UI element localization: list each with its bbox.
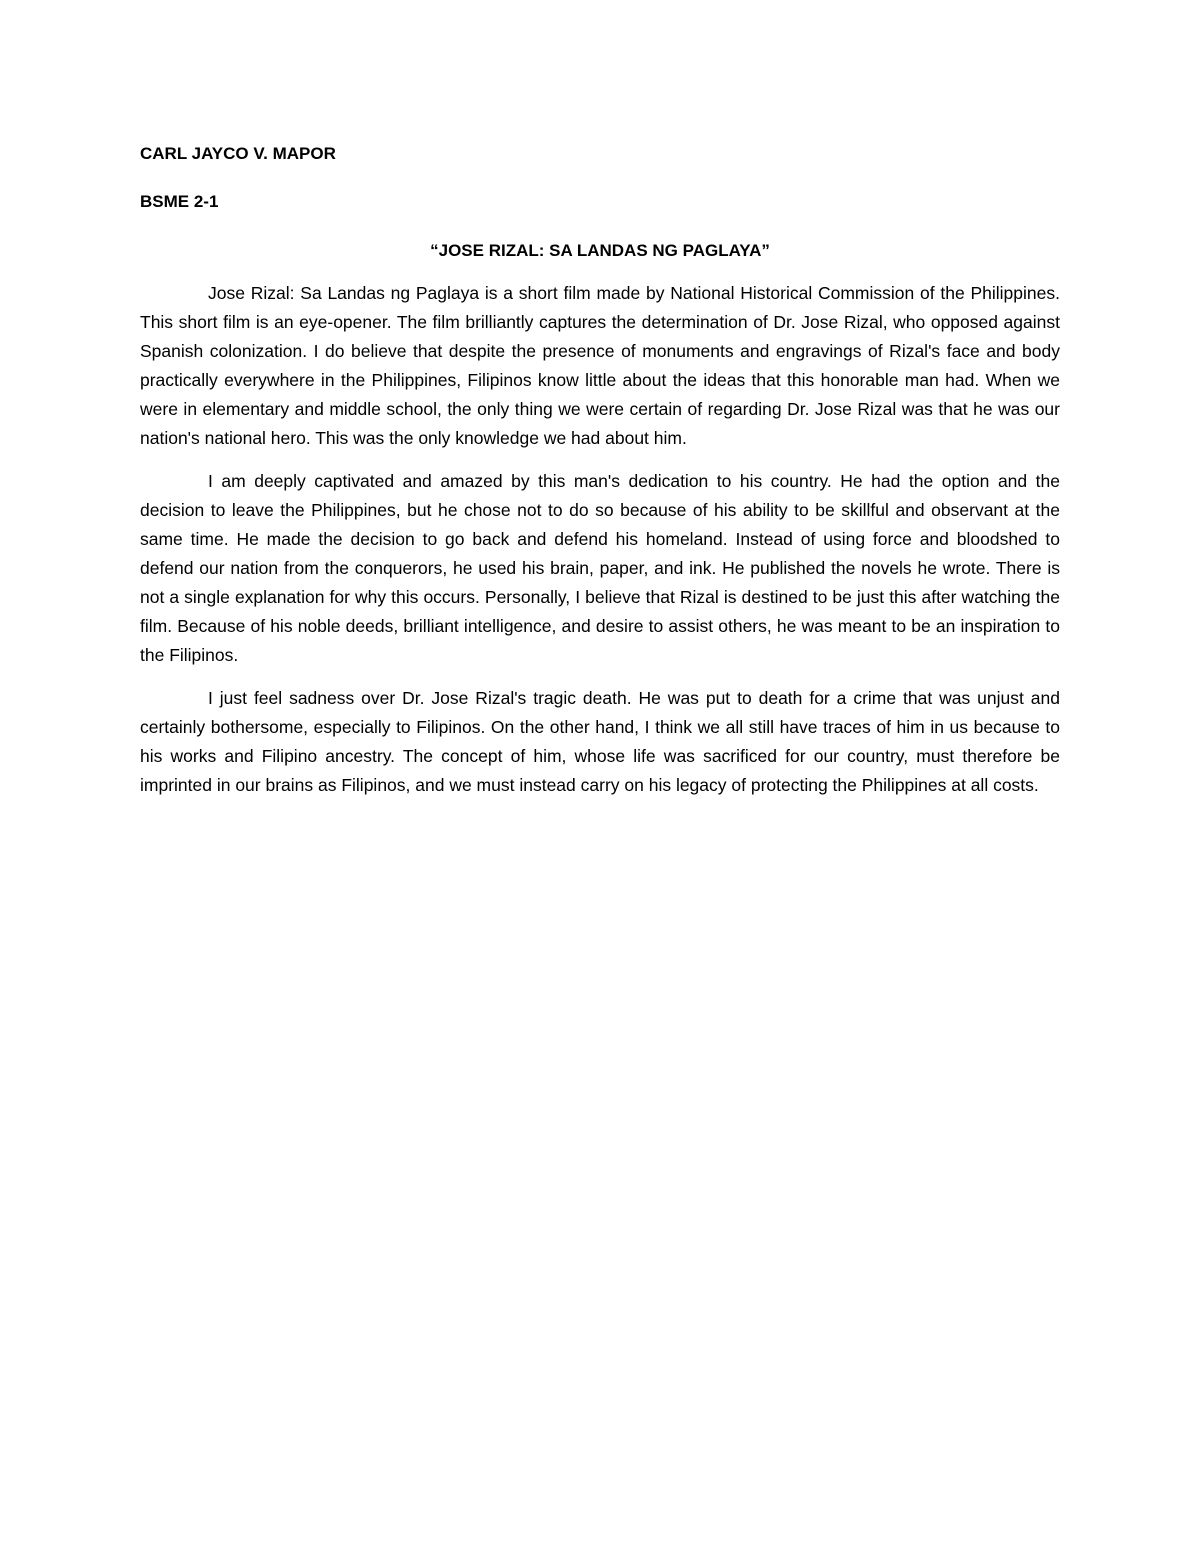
paragraph-2: I am deeply captivated and amazed by this man's dedication to his country. He had the option and the decision to leave the Philippines, but he chose not to do so because of his ability to be skillful and observant at the same time. He made the decision to go back and defend his homeland. Instead of using force and bloodshed to defend our nation from the conquerors, he used his brain, paper, and ink. He published the novels he wrote. There is not a single explanation for why this occurs. Personally, I believe that Rizal is destined to be just this after watching the film. Because of his noble deeds, brilliant intelligence, and desire to assist others, he was meant to be an inspiration to the Filipinos. bbox=[140, 471, 1060, 665]
document-body bbox=[140, 140, 1060, 800]
author-name: CARL JAYCO V. MAPOR bbox=[140, 144, 336, 163]
course-section: BSME 2-1 bbox=[140, 192, 219, 211]
paragraph-1: Jose Rizal: Sa Landas ng Paglaya is a short film made by National Historical Commission of the Philippines. This short film is an eye-opener. The film brilliantly captures the determination of Dr. Jose Rizal, who opposed against Spanish colonization. I do believe that despite the presence of monuments and engravings of Rizal's face and body practically everywhere in the Philippines, Filipinos know little about the ideas that this honorable man had. When we were in elementary and middle school, the only thing we were certain of regarding Dr. Jose Rizal was that he was our nation's national hero. This was the only knowledge we had about him. bbox=[140, 283, 1060, 448]
paragraph-3: I just feel sadness over Dr. Jose Rizal's tragic death. He was put to death for a crime that was unjust and certainly bothersome, especially to Filipinos. On the other hand, I think we all still have traces of him in us because to his works and Filipino ancestry. The concept of him, whose life was sacrificed for our country, must therefore be imprinted in our brains as Filipinos, and we must instead carry on his legacy of protecting the Philippines at all costs. bbox=[140, 688, 1060, 795]
essay-title: “JOSE RIZAL: SA LANDAS NG PAGLAYA” bbox=[430, 241, 770, 260]
